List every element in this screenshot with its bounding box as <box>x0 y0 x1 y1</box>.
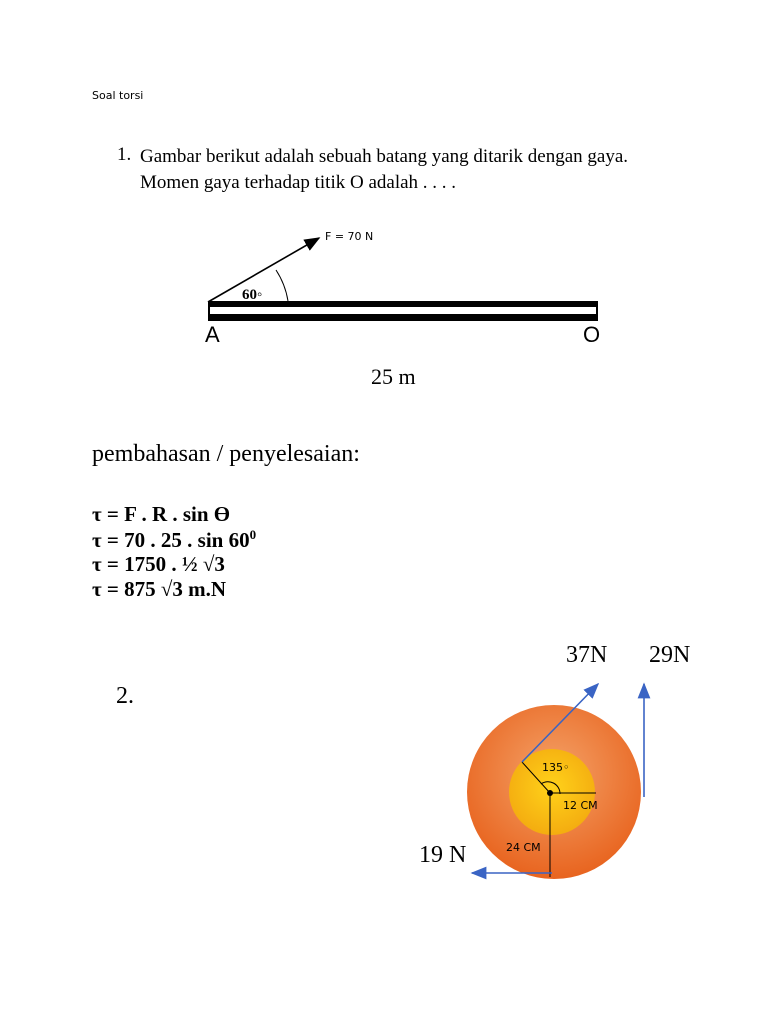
document-title: Soal torsi <box>92 89 144 102</box>
center-point <box>547 790 553 796</box>
point-o-label: O <box>583 322 601 347</box>
question-1-number: 1. <box>117 144 132 165</box>
force-19n-label: 19 N <box>419 842 467 868</box>
formula-step-1: τ = F . R . sin Ө <box>92 502 231 526</box>
force-label: F = 70 N <box>325 230 374 243</box>
outer-radius-label: 24 CM <box>506 841 541 854</box>
inner-radius-label: 12 CM <box>563 799 598 812</box>
formula-step-2-text: τ = 70 . 25 . sin 60 <box>92 528 250 552</box>
question-1-line-1: Gambar berikut adalah sebuah batang yang ditarik dengan gaya. <box>140 146 629 167</box>
length-label: 25 m <box>371 364 416 389</box>
question-2-number: 2. <box>116 683 134 709</box>
force-37n-label: 37N <box>566 642 608 668</box>
point-a-label: A <box>205 322 220 347</box>
formula-step-3: τ = 1750 . ½ √3 <box>92 552 225 576</box>
force-29n-label: 29N <box>649 642 691 668</box>
solution-heading: pembahasan / penyelesaian: <box>92 441 360 467</box>
formula-step-2-superscript: 0 <box>249 527 257 542</box>
formula-step-4: τ = 875 √3 m.N <box>92 577 227 601</box>
angle-label: 60◦ <box>242 287 263 303</box>
question-1-line-2: Momen gaya terhadap titik O adalah . . . . <box>140 172 457 193</box>
angle-label-135: 135◦ <box>542 761 570 774</box>
